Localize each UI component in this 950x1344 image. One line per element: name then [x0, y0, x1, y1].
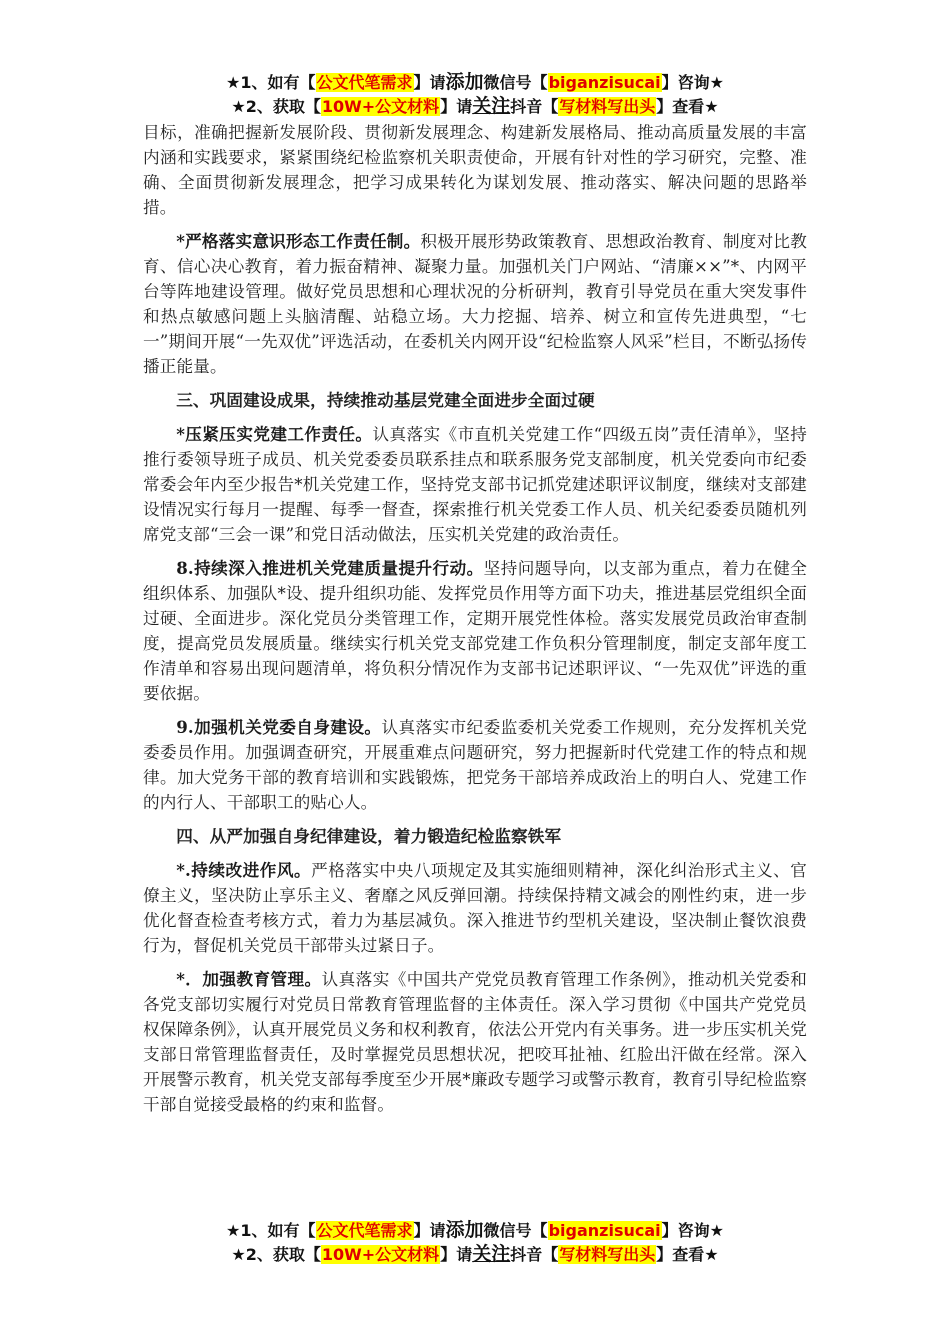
paragraph-text: 目标，准确把握新发展阶段、贯彻新发展理念、构建新发展格局、推动高质量发展的丰富内涵和实践要求，紧紧围绕纪检监察机关职责使命，开展有针对性的学习研究，完整、准确、全面贯彻新发展理念，把学习成果转化为谋划发展、推动落实、解决问题的思路举措。	[143, 123, 807, 217]
promo-text: ★2、获取【	[231, 1245, 321, 1264]
paragraph-text: 严格落实中央八项规定及其实施细则精神，深化纠治形式主义、官僚主义，坚决防止享乐主义、奢靡之风反弹回潮。持续保持精文减会的刚性约束，进一步优化督查检查考核方式，着力为基层减负。深入推进节约型机关建设，坚决制止餐饮浪费行为，督促机关党员干部带头过紧日子。	[143, 861, 807, 955]
promo-text: 】请	[413, 73, 446, 92]
promo-highlight: 公文代笔需求	[316, 1221, 413, 1240]
promo-emphasis: 关注	[472, 95, 511, 117]
paragraph-text: 认真落实市纪委监委机关党委工作规则，充分发挥机关党委委员作用。加强调查研究，开展重难点问题研究，努力把握新时代党建工作的特点和规律。加大党务干部的教育培训和实践锻炼，把党务干部培养成政治上的明白人、党建工作的内行人、干部职工的贴心人。	[143, 718, 807, 812]
paragraph-heading: *．加强教育管理。	[176, 969, 322, 989]
promo-line-1	[0, 1218, 950, 1242]
promo-emphasis: 添加	[445, 1219, 484, 1241]
promo-highlight: 10W+公文材料	[321, 97, 440, 116]
promo-text: 】咨询★	[661, 1221, 724, 1240]
section-heading: 四、从严加强自身纪律建设，着力锻造纪检监察铁军	[176, 827, 562, 846]
promo-emphasis: 关注	[472, 1243, 511, 1265]
promo-text: 微信号【	[483, 1221, 548, 1240]
section-heading: 三、巩固建设成果，持续推动基层党建全面进步全面过硬	[176, 391, 595, 410]
paragraph-text: 坚持问题导向，以支部为重点，着力在健全组织体系、加强队*设、提升组织功能、发挥党员作用等方面下功夫，推进基层党组织全面过硬、全面进步。深化党员分类管理工作，定期开展党性体检。落实发展党员政治审查制度，提高党员发展质量。继续实行机关党支部党建工作负积分管理制度，制定支部年度工作清单和容易出现问题清单，将负积分情况作为支部书记述职评议、“一先双优”评选的重要依据。	[143, 559, 807, 703]
paragraph-text: 认真落实《中国共产党党员教育管理工作条例》，推动机关党委和各党支部切实履行对党员日常教育管理监督的主体责任。深入学习贯彻《中国共产党党员权保障条例》，认真开展党员义务和权利教育，依法公开党内有关事务。进一步压实机关党支部日常管理监督责任，及时掌握党员思想状况，把咬耳扯袖、红脸出汗做在经常。深入开展警示教育，机关党支部每季度至少开展*廉政专题学习或警示教育，教育引导纪检监察干部自觉接受最格的约束和监督。	[143, 970, 807, 1114]
promo-text: ★1、如有【	[226, 73, 316, 92]
promo-text: 】请	[440, 1245, 473, 1264]
promo-line-2	[0, 94, 950, 118]
paragraph-heading: 9.加强机关党委自身建设。	[176, 717, 382, 737]
promo-text: 】请	[413, 1221, 446, 1240]
promo-text: 抖音【	[510, 1245, 559, 1264]
paragraph-text: 积极开展形势政策教育、思想政治教育、制度对比教育、信心决心教育，着力振奋精神、凝聚力量。加强机关门户网站、“清廉××”*、内网平台等阵地建设管理。做好党员思想和心理状况的分析研判，教育引导党员在重大突发事件和热点敏感问题上头脑清醒、站稳立场。大力挖掘、培养、树立和宣传先进典型，“七一”期间开展“一先双优”评选活动，在委机关内网开设“纪检监察人风采”栏目，不断弘扬传播正能量。	[143, 232, 807, 376]
promo-text: 】请	[440, 97, 473, 116]
promo-text: ★2、获取【	[231, 97, 321, 116]
douyin-id-highlight: 写材料写出头	[559, 97, 656, 116]
paragraph	[143, 858, 807, 958]
paragraph-heading: *.持续改进作风。	[176, 860, 312, 880]
promo-highlight: 10W+公文材料	[321, 1245, 440, 1264]
promo-highlight: 公文代笔需求	[316, 73, 413, 92]
header-promo-banner	[0, 70, 950, 118]
promo-line-2	[0, 1242, 950, 1266]
paragraph-heading: *严格落实意识形态工作责任制。	[176, 231, 421, 251]
wechat-id-highlight: biganzisucai	[548, 73, 661, 92]
paragraph	[143, 967, 807, 1117]
paragraph	[143, 715, 807, 815]
promo-text: 】查看★	[656, 1245, 719, 1264]
promo-text: 】查看★	[656, 97, 719, 116]
paragraph	[143, 422, 807, 547]
document-body	[143, 120, 807, 1126]
footer-promo-banner	[0, 1218, 950, 1266]
paragraph-heading: 8.持续深入推进机关党建质量提升行动。	[176, 558, 484, 578]
promo-text: 抖音【	[510, 97, 559, 116]
promo-text: ★1、如有【	[226, 1221, 316, 1240]
promo-line-1	[0, 70, 950, 94]
paragraph	[143, 120, 807, 220]
promo-emphasis: 添加	[445, 71, 484, 93]
paragraph	[143, 556, 807, 706]
promo-text: 】咨询★	[661, 73, 724, 92]
douyin-id-highlight: 写材料写出头	[559, 1245, 656, 1264]
paragraph-heading: *压紧压实党建工作责任。	[176, 424, 373, 444]
wechat-id-highlight: biganzisucai	[548, 1221, 661, 1240]
paragraph	[143, 229, 807, 379]
paragraph-text: 认真落实《市直机关党建工作“四级五岗”责任清单》，坚持推行委领导班子成员、机关党委委员联系挂点和联系服务党支部制度，机关党委向市纪委常委会年内至少报告*机关党建工作，坚持党支部书记抓党建述职评议制度，继续对支部建设情况实行每月一提醒、每季一督查，探索推行机关党委工作人员、机关纪委委员随机列席党支部“三会一课”和党日活动做法，压实机关党建的政治责任。	[143, 425, 807, 544]
promo-text: 微信号【	[483, 73, 548, 92]
